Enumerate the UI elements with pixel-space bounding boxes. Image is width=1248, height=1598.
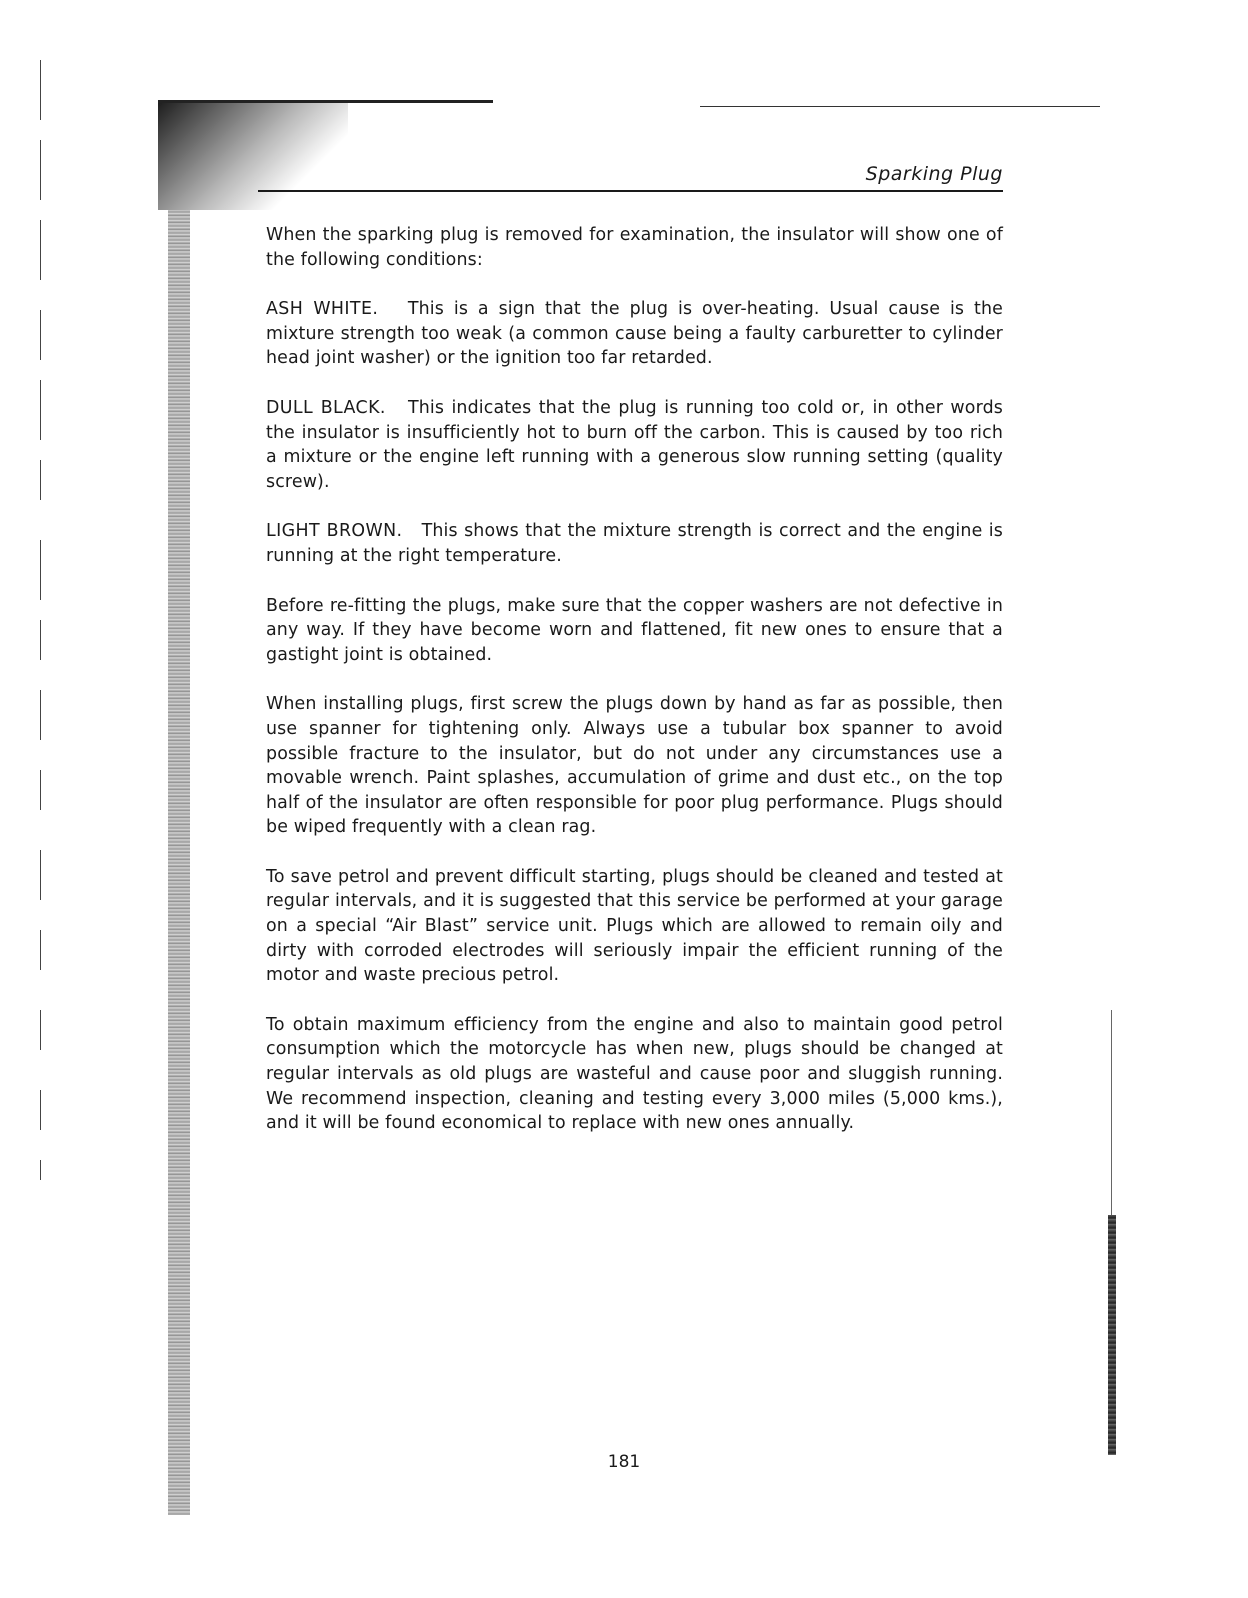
condition-description: This is a sign that the plug is over-heating. Usual cause is the mixture strength too weak (a common cause being a faulty carburetter to cylinder head joint washer) or the ignition too far retarded. — [266, 299, 1003, 369]
corner-shadow — [158, 100, 348, 210]
intro-paragraph: When the sparking plug is removed for examination, the insulator will show one of the following conditions: — [266, 225, 1003, 270]
scan-edge-tick — [40, 690, 41, 740]
scan-edge-tick — [40, 620, 41, 660]
header-rule — [258, 190, 1003, 192]
condition-term: LIGHT BROWN. — [266, 521, 403, 542]
page-number: 181 — [607, 1452, 641, 1472]
scan-edge-marks — [40, 60, 44, 1200]
scan-edge-tick — [40, 1090, 41, 1130]
refitting-paragraph: Before re-fitting the plugs, make sure that the copper washers are not defective in any way. If they have become worn and flattened, fit new ones to ensure that a gastight joint is obtained. — [266, 595, 1003, 665]
condition-description: This shows that the mixture strength is correct and the engine is running at the right temperature. — [266, 521, 1003, 566]
body-text — [266, 223, 1003, 1161]
scan-edge-tick — [40, 930, 41, 970]
condition-paragraph — [266, 519, 1003, 568]
scan-edge-tick — [40, 770, 41, 810]
running-head: Sparking Plug — [865, 163, 1003, 185]
condition-paragraph — [266, 297, 1003, 371]
condition-term: ASH WHITE. — [266, 299, 379, 320]
condition-term: DULL BLACK. — [266, 397, 386, 418]
scan-edge-tick — [40, 380, 41, 440]
binding-shadow — [168, 105, 190, 1515]
scan-edge-tick — [40, 1010, 41, 1050]
condition-paragraph — [266, 396, 1003, 494]
scan-right-edge — [1108, 1215, 1116, 1455]
scan-edge-tick — [40, 310, 41, 360]
condition-description: This indicates that the plug is running too cold or, in other words the insulator is insufficiently hot to burn off the carbon. This is caused by too rich a mixture or the engine left running with a generous slow running setting (quality screw). — [266, 397, 1003, 492]
efficiency-paragraph: To obtain maximum efficiency from the engine and also to maintain good petrol consumption which the motorcycle has when new, plugs should be changed at regular intervals as old plugs are wasteful and cause poor and sluggish running. We recommend inspection, cleaning and testing every 3,000 miles (5,000 kms.), and it will be found economical to replace with new ones annually. — [266, 1014, 1003, 1134]
scan-edge-tick — [40, 540, 41, 600]
saving-paragraph: To save petrol and prevent difficult starting, plugs should be cleaned and tested at regular intervals, and it is suggested that this service be performed at your garage on a special “Air Blast” service unit. Plugs which are allowed to remain oily and dirty with corroded electrodes will seriously impair the efficient running of the motor and waste precious petrol. — [266, 866, 1003, 986]
scan-right-edge — [1111, 1010, 1112, 1215]
scan-edge-tick — [40, 220, 41, 280]
scan-edge-tick — [40, 60, 41, 120]
scan-edge-tick — [40, 460, 41, 500]
scan-edge-tick — [40, 1160, 41, 1180]
scan-top-rule — [158, 100, 493, 103]
scan-top-rule — [700, 106, 1100, 107]
scan-edge-tick — [40, 850, 41, 900]
scan-edge-tick — [40, 140, 41, 200]
installing-paragraph: When installing plugs, first screw the plugs down by hand as far as possible, then use spanner for tightening only. Always use a tubular box spanner to avoid possible fracture to the insulator, but do not under any circumstances use a movable wrench. Paint splashes, accumulation of grime and dust etc., on the top half of the insulator are often responsible for poor plug performance. Plugs should be wiped frequently with a clean rag. — [266, 694, 1003, 838]
